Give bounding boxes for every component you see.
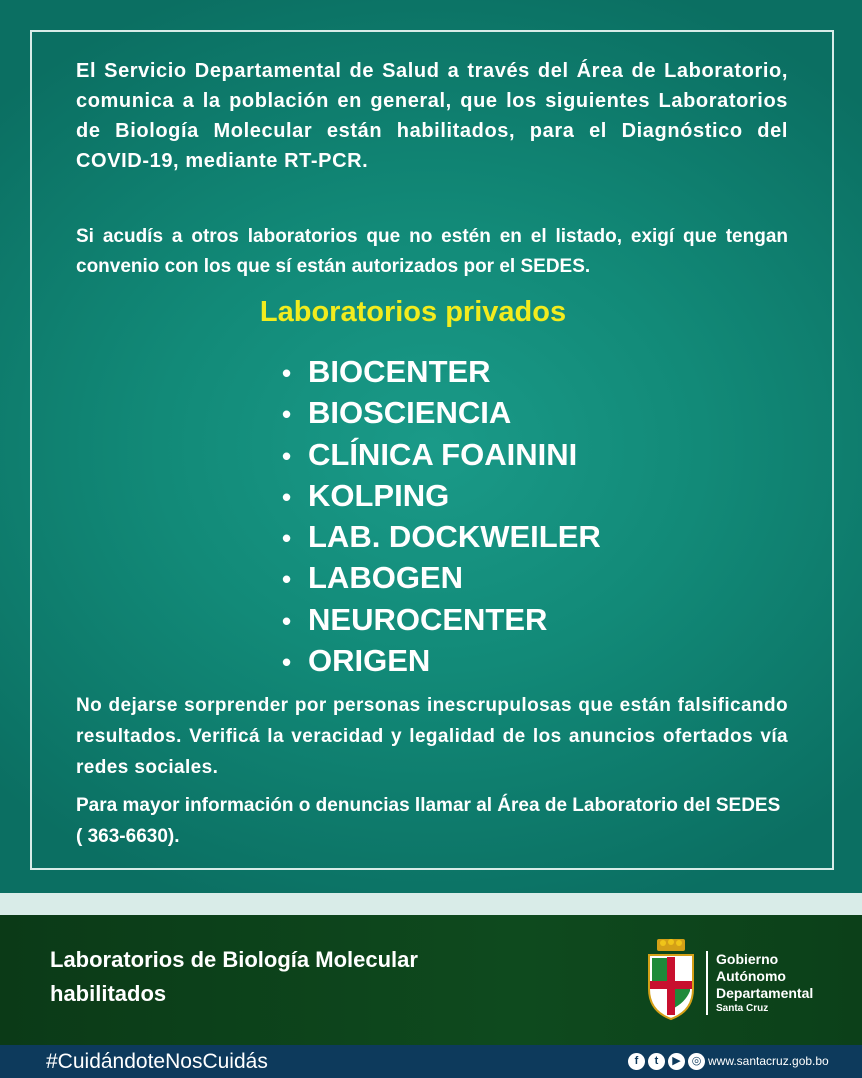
website-link[interactable]: www.santacruz.gob.bo xyxy=(708,1054,829,1068)
lab-item xyxy=(282,476,601,517)
twitter-icon[interactable]: t xyxy=(648,1053,665,1070)
divider-stripe xyxy=(0,893,862,915)
gov-line: Gobierno xyxy=(716,951,779,967)
lab-item xyxy=(282,600,601,641)
lab-item xyxy=(282,517,601,558)
bullet-icon: • xyxy=(282,440,292,471)
social-icons xyxy=(628,1053,705,1070)
hashtag: #CuidándoteNosCuidás xyxy=(46,1050,268,1073)
lab-item xyxy=(282,352,601,393)
section-title: Laboratorios privados xyxy=(259,296,567,328)
warning-paragraph: No dejarse sorprender por personas inescrupulosas que están falsificando resultados. Verificá la veracidad y legalidad de los anuncios ofertados vía redes sociales. xyxy=(76,695,788,778)
bottom-bar xyxy=(0,1045,862,1078)
lab-name: LABOGEN xyxy=(308,560,463,596)
lab-name: LAB. DOCKWEILER xyxy=(308,519,601,555)
lab-name: KOLPING xyxy=(308,477,450,513)
government-name xyxy=(706,951,813,1015)
gov-line: Santa Cruz xyxy=(716,1003,769,1014)
lab-item xyxy=(282,558,601,599)
lab-name: BIOCENTER xyxy=(308,354,491,389)
bullet-icon: • xyxy=(282,523,292,554)
gov-line: Autónomo xyxy=(716,968,786,984)
lab-name: NEUROCENTER xyxy=(308,601,548,637)
instruction-paragraph: Si acudís a otros laboratorios que no estén en el listado, exigí que tengan convenio con los que sí están autorizados por el SEDES. xyxy=(76,226,788,277)
footer-title: Laboratorios de Biología Molecular habilitados xyxy=(50,947,418,1006)
footer xyxy=(0,915,862,1045)
contact-paragraph: Para mayor información o denuncias llamar al Área de Laboratorio del SEDES ( 363-6630). xyxy=(76,795,781,847)
intro-paragraph: El Servicio Departamental de Salud a través del Área de Laboratorio, comunica a la población en general, que los siguientes Laboratorios de Biología Molecular están habilitados, para el Diagnóstico del COVID-19, mediante RT-PCR. xyxy=(76,60,788,172)
youtube-icon[interactable]: ▶ xyxy=(668,1053,685,1070)
gov-line: Departamental xyxy=(716,985,814,1001)
bullet-icon: • xyxy=(282,399,292,430)
bullet-icon: • xyxy=(282,564,292,595)
lab-item xyxy=(282,435,601,476)
bullet-icon: • xyxy=(282,481,292,512)
lab-name: BIOSCIENCIA xyxy=(308,395,512,431)
lab-item xyxy=(282,641,601,682)
bullet-icon: • xyxy=(282,358,292,388)
lab-item xyxy=(282,393,601,434)
bullet-icon: • xyxy=(282,647,292,678)
coat-of-arms-icon xyxy=(645,937,697,1021)
facebook-icon[interactable]: f xyxy=(628,1053,645,1070)
lab-name: ORIGEN xyxy=(308,643,431,679)
bullet-icon: • xyxy=(282,605,292,636)
instagram-icon[interactable]: ◎ xyxy=(688,1053,705,1070)
lab-name: CLÍNICA FOAININI xyxy=(308,436,578,472)
lab-list xyxy=(282,352,601,682)
